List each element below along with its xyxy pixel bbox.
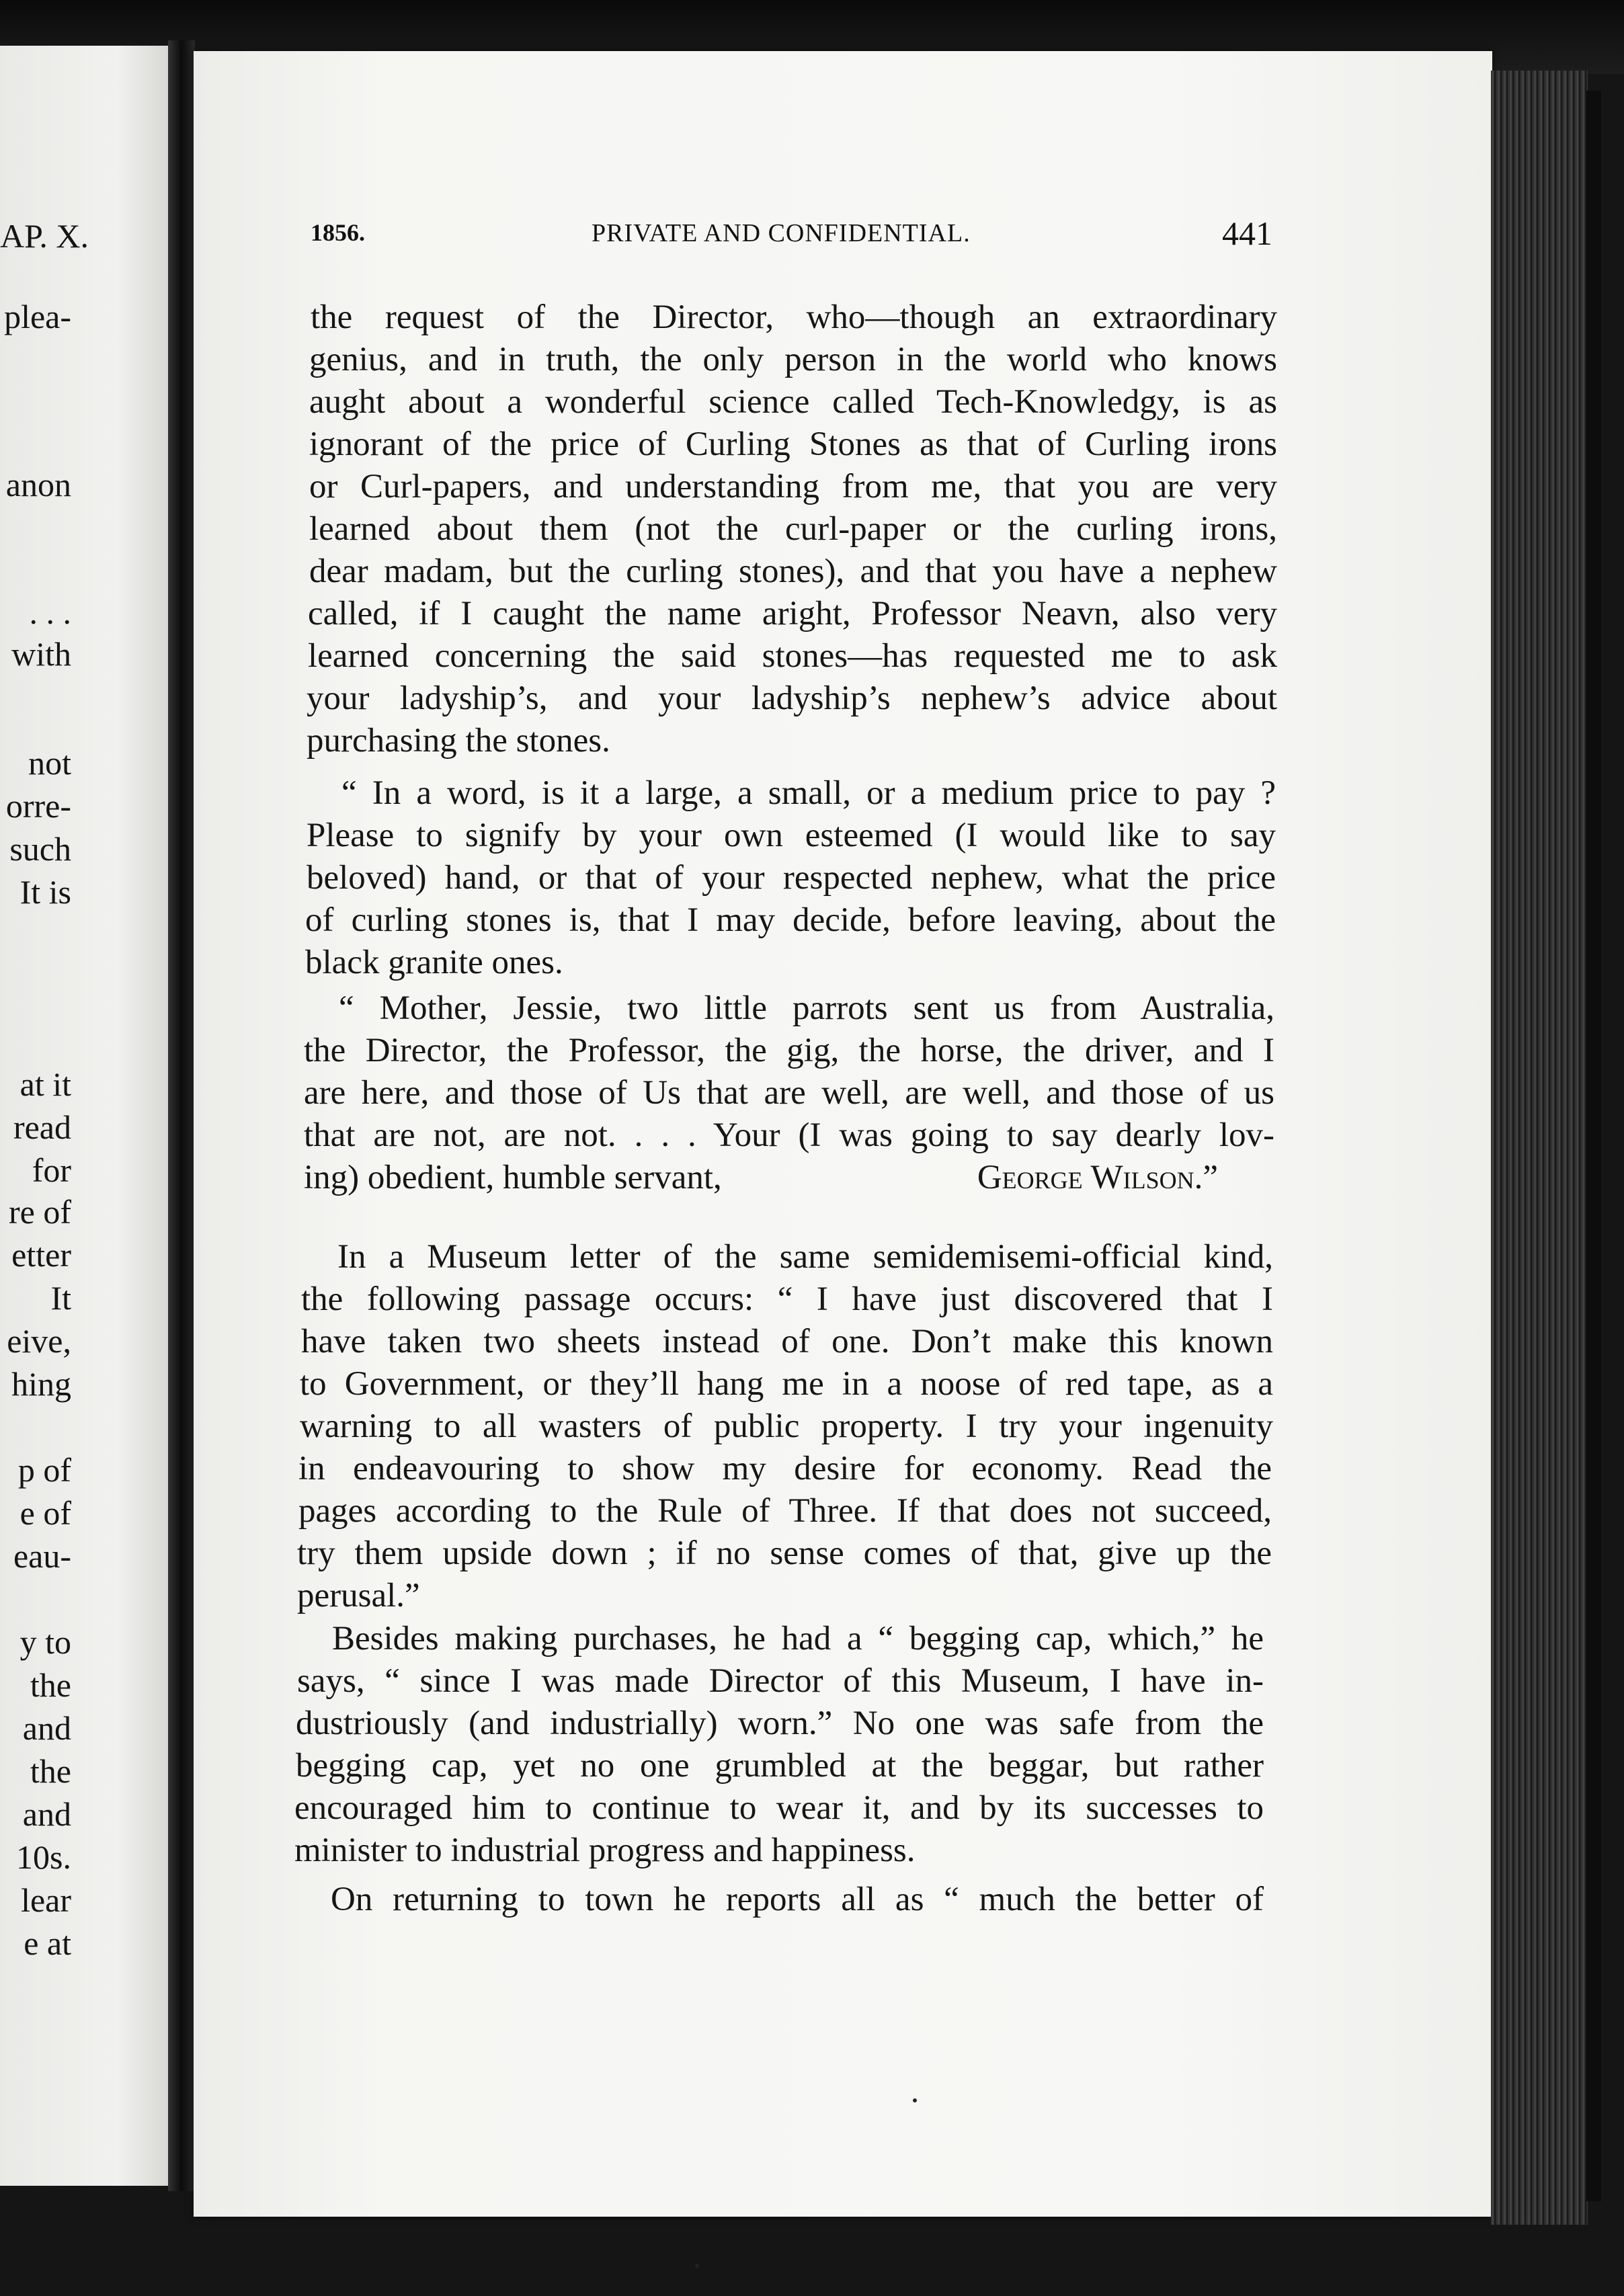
text-line: of curling stones is, that I may decide, before leaving, about the — [305, 901, 1276, 939]
text-line: minister to industrial progress and happiness. — [294, 1832, 916, 1869]
page-number: 441 — [1222, 214, 1272, 252]
text-line: your ladyship’s, and your ladyship’s nephew’s advice about — [307, 680, 1277, 717]
text-line: dustriously (and industrially) worn.” No one was safe from the — [296, 1705, 1264, 1742]
text-line: “ In a word, is it a large, a small, or a medium price to pay ? — [341, 774, 1276, 812]
text-line: ignorant of the price of Curling Stones as that of Curling irons — [309, 425, 1277, 463]
text-line: the Director, the Professor, the gig, the horse, the driver, and I — [304, 1032, 1274, 1069]
text-line: encouraged him to continue to wear it, and by its successes to — [294, 1789, 1264, 1827]
left-text-fragment: e of — [19, 1494, 71, 1532]
text-line: learned about them (not the curl-paper or the curling irons, — [309, 510, 1277, 548]
left-facing-page — [0, 46, 168, 2186]
paper-speck — [695, 2264, 699, 2268]
left-text-fragment: at it — [19, 1065, 71, 1103]
left-text-fragment: re of — [9, 1193, 71, 1231]
text-line: in endeavouring to show my desire for economy. Read the — [298, 1450, 1272, 1487]
text-line: try them upside down ; if no sense comes of that, give up the — [297, 1534, 1272, 1572]
left-text-fragment: not — [28, 744, 71, 782]
text-line: to Government, or they’ll hang me in a noose of red tape, as a — [300, 1365, 1273, 1403]
page-edges — [1491, 71, 1588, 2225]
left-text-fragment: and — [22, 1795, 71, 1833]
text-line: pages according to the Rule of Three. If that does not succeed, — [298, 1492, 1272, 1530]
text-line: the following passage occurs: “ I have just discovered that I — [301, 1280, 1273, 1318]
left-text-fragment: the — [30, 1666, 71, 1704]
text-line: says, “ since I was made Director of this Museum, I have in- — [297, 1662, 1264, 1700]
text-line: have taken two sheets instead of one. Don’t make this known — [301, 1323, 1273, 1360]
left-text-fragment: for — [32, 1151, 71, 1189]
text-line: “ Mother, Jessie, two little parrots sent us from Australia, — [339, 989, 1274, 1027]
left-text-fragment: etter — [11, 1236, 71, 1274]
left-text-fragment: read — [13, 1108, 71, 1146]
signature: George Wilson.” — [977, 1159, 1218, 1196]
left-text-fragment: plea- — [4, 298, 71, 335]
text-line: purchasing the stones. — [307, 722, 610, 760]
left-text-fragment: orre- — [5, 787, 71, 825]
paper-speck — [913, 2098, 917, 2102]
text-line: the request of the Director, who—though an extraordinary — [311, 298, 1277, 336]
text-line: learned concerning the said stones—has requested me to ask — [308, 637, 1277, 675]
left-text-fragment: y to — [19, 1623, 71, 1661]
left-text-fragment: the — [30, 1752, 71, 1790]
left-text-fragment: . . . — [29, 593, 71, 631]
signature-line — [304, 1157, 1218, 1198]
running-head-year: 1856. — [311, 219, 365, 246]
left-text-fragment: It — [50, 1279, 71, 1317]
text-line: In a Museum letter of the same semidemisemi-official kind, — [337, 1238, 1273, 1276]
text-line: On returning to town he reports all as “ much the better of — [331, 1881, 1264, 1918]
closing-text: ing) obedient, humble servant, — [304, 1159, 722, 1196]
text-line: called, if I caught the name aright, Professor Neavn, also very — [308, 595, 1277, 632]
text-line: beloved) hand, or that of your respected nephew, what the price — [307, 859, 1276, 897]
left-text-fragment: and — [22, 1709, 71, 1747]
book-gutter — [168, 40, 195, 2191]
text-line: Besides making purchases, he had a “ begging cap, which,” he — [332, 1620, 1264, 1657]
text-line: begging cap, yet no one grumbled at the beggar, but rather — [296, 1747, 1264, 1785]
text-line: warning to all wasters of public property. I try your ingenuity — [300, 1407, 1273, 1445]
left-running-head-fragment: AP. X. — [0, 217, 89, 255]
text-line: that are not, are not. . . . Your (I was going to say dearly lov- — [304, 1116, 1274, 1154]
text-line: aught about a wonderful science called Tech-Knowledgy, is as — [309, 383, 1277, 421]
left-text-fragment: lear — [21, 1881, 71, 1919]
left-text-fragment: eive, — [7, 1322, 71, 1360]
left-text-fragment: with — [11, 635, 71, 673]
left-text-fragment: such — [9, 830, 71, 868]
left-text-fragment: 10s. — [16, 1838, 71, 1876]
left-text-fragment: p of — [17, 1451, 71, 1489]
running-head-title: PRIVATE AND CONFIDENTIAL. — [592, 219, 971, 247]
text-line: Please to signify by your own esteemed (I would like to say — [307, 817, 1276, 854]
left-text-fragment: eau- — [13, 1537, 71, 1575]
text-line: dear madam, but the curling stones), and that you have a nephew — [309, 552, 1277, 590]
left-text-fragment: It is — [19, 873, 71, 911]
left-text-fragment: anon — [5, 466, 71, 503]
text-line: black granite ones. — [305, 944, 563, 981]
left-text-fragment: hing — [11, 1365, 71, 1403]
text-line: perusal.” — [297, 1577, 420, 1614]
text-line: or Curl-papers, and understanding from me, that you are very — [309, 468, 1277, 505]
text-line: genius, and in truth, the only person in the world who knows — [309, 341, 1277, 378]
left-text-fragment: e at — [24, 1924, 71, 1962]
text-line: are here, and those of Us that are well, are well, and those of us — [304, 1074, 1274, 1112]
